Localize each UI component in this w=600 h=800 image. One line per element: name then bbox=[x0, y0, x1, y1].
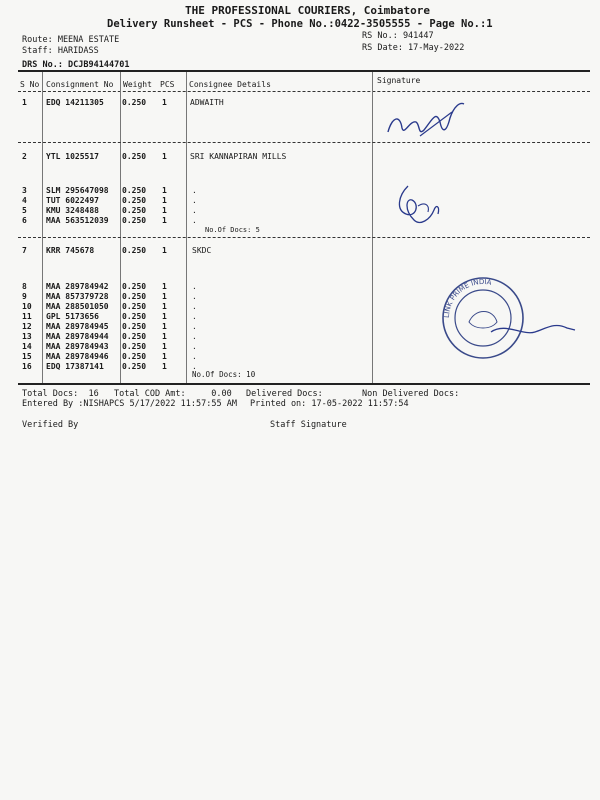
drs-number: DRS No.: DCJB94144701 bbox=[22, 60, 130, 70]
col-divider bbox=[42, 72, 43, 384]
total-docs: Total Docs: 16 bbox=[22, 389, 99, 399]
col-header-signature: Signature bbox=[377, 76, 421, 85]
col-divider bbox=[186, 72, 187, 384]
stamp-text: LINK PRIME INDIA bbox=[442, 277, 493, 319]
table-top-rule bbox=[18, 70, 590, 72]
entered-by: Entered By :NISHAPCS 5/17/2022 11:57:55 AM bbox=[22, 399, 237, 409]
col-header-consignee: Consignee Details bbox=[189, 80, 271, 89]
docs-count: No.Of Docs: 10 bbox=[192, 370, 256, 379]
runsheet-title: Delivery Runsheet - PCS - Phone No.:0422-3505555 - Page No.:1 bbox=[107, 18, 493, 30]
col-header-pcs: PCS bbox=[160, 80, 175, 89]
col-divider bbox=[120, 72, 121, 384]
verified-by: Verified By bbox=[22, 420, 79, 430]
staff-signature: Staff Signature bbox=[270, 420, 347, 430]
group-rule bbox=[18, 142, 590, 143]
non-delivered-docs: Non Delivered Docs: bbox=[362, 389, 460, 399]
total-cod: Total COD Amt: 0.00 bbox=[114, 389, 232, 399]
docs-count: No.Of Docs: 5 bbox=[205, 226, 260, 234]
signature-adwaith bbox=[380, 92, 470, 148]
header-rule bbox=[18, 91, 590, 92]
group-rule bbox=[18, 237, 590, 238]
col-header-sno: S No bbox=[20, 80, 40, 89]
rs-date: RS Date: 17-May-2022 bbox=[362, 43, 465, 53]
staff-label: Staff: HARIDASS bbox=[22, 46, 99, 56]
col-header-weight: Weight bbox=[123, 80, 152, 89]
table-bottom-rule bbox=[18, 383, 590, 385]
rs-number: RS No.: 941447 bbox=[362, 31, 434, 41]
delivered-docs: Delivered Docs: bbox=[246, 389, 323, 399]
svg-text:LINK PRIME INDIA bbox=[443, 278, 492, 318]
company-title: THE PROFESSIONAL COURIERS, Coimbatore bbox=[185, 4, 431, 17]
printed-on: Printed on: 17-05-2022 11:57:54 bbox=[250, 399, 409, 409]
company-stamp bbox=[435, 272, 585, 368]
signature-kannapiran bbox=[390, 180, 450, 234]
col-divider bbox=[372, 72, 373, 384]
col-header-consignment: Consignment No bbox=[46, 80, 114, 89]
route-label: Route: MEENA ESTATE bbox=[22, 35, 120, 45]
